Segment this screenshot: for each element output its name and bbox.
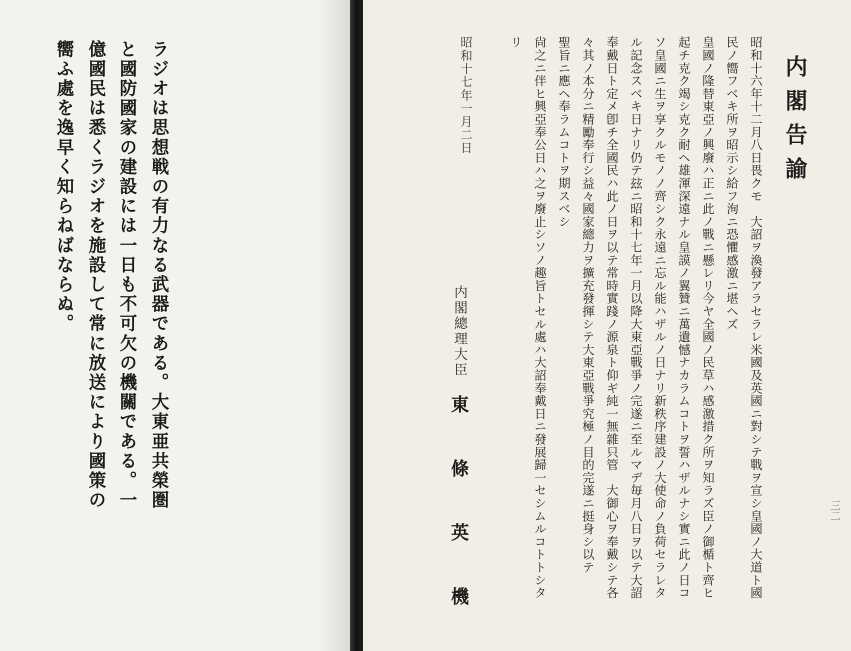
proclamation-date: 昭和十七年一月二日 — [459, 36, 473, 155]
proclamation-line: ル記念スベキ日ナリ仍テ玆ニ昭和十七年一月以降大東亞戰爭ノ完遂ニ至ルマデ毎月八日ヲ以テ大詔 — [629, 36, 643, 600]
signer-name: 東條英機 — [448, 395, 469, 651]
proclamation-line: 尙之ニ伴ヒ興亞奉公日ハ之ヲ廢止シソノ趣旨トセル處ハ大詔奉戴日ニ發展歸一セシムルコトトシタ — [533, 36, 547, 600]
proclamation-line: 聖旨ニ應ヘ奉ラムコトヲ期スベシ — [557, 36, 571, 228]
radio-notice-line: と國防國家の建設には一日も不可欠の機關である。一 — [116, 40, 136, 511]
proclamation-title: 内閣告諭 — [782, 55, 808, 191]
proclamation-line: 民ノ嚮フベキ所ヲ昭示シ給フ洵ニ恐懼感激ニ堪ヘズ — [725, 36, 739, 331]
radio-notice-line: 嚮ふ處を逸早く知らねばならぬ。 — [53, 40, 73, 334]
radio-notice-line: ラジオは思想戦の有力なる武器である。大東亜共榮圏 — [148, 40, 168, 511]
radio-notice-line: 億國民は悉くラジオを施設して常に放送により國策の — [85, 40, 105, 511]
proclamation-line: 皇國ノ隆替東亞ノ興廢ハ正ニ此ノ戰ニ懸レリ今ヤ全國ノ民草ハ感激措ク所ヲ知ラズ臣ノ御楯ト齊ヒ — [701, 36, 715, 600]
proclamation-line: 昭和十六年十二月八日畏クモ 大詔ヲ渙發アラセラレ米國及英國ニ對シテ戰ヲ宣シ皇國ノ大道ト國 — [749, 36, 763, 600]
page-number: 三二 — [829, 500, 841, 521]
proclamation-line: 奉戴日ト定メ卽チ全國民ハ此ノ日ヲ以テ常時實踐ノ源泉ト仰ギ純一無雜只管 大御心ヲ奉戴シテ各 — [605, 36, 619, 600]
proclamation-line: 々其ノ本分ニ精勵奉行シ益々國家總力ヲ擴充發揮シテ大東亞戰爭究極ノ目的完遂ニ挺身シ以テ — [581, 36, 595, 574]
proclamation-line: ソ皇國ニ生ヲ享クルモノノ齊シク永遠ニ忘ル能ハザルノ日ナリ新秩序建設ノ大使命ノ負荷セラレタ — [653, 36, 667, 600]
book-gutter — [350, 0, 363, 651]
signer-title: 内閣總理大臣 — [451, 285, 467, 378]
gutter-shadow — [318, 0, 350, 651]
proclamation-line: 起チ克ク竭シ克ク耐ヘ雄渾深遠ナル皇謨ノ翼贊ニ萬遺憾ナカラムコトヲ誓ハザルナシ實ニ此ノ日コ — [677, 36, 691, 600]
proclamation-line: リ — [509, 36, 523, 49]
